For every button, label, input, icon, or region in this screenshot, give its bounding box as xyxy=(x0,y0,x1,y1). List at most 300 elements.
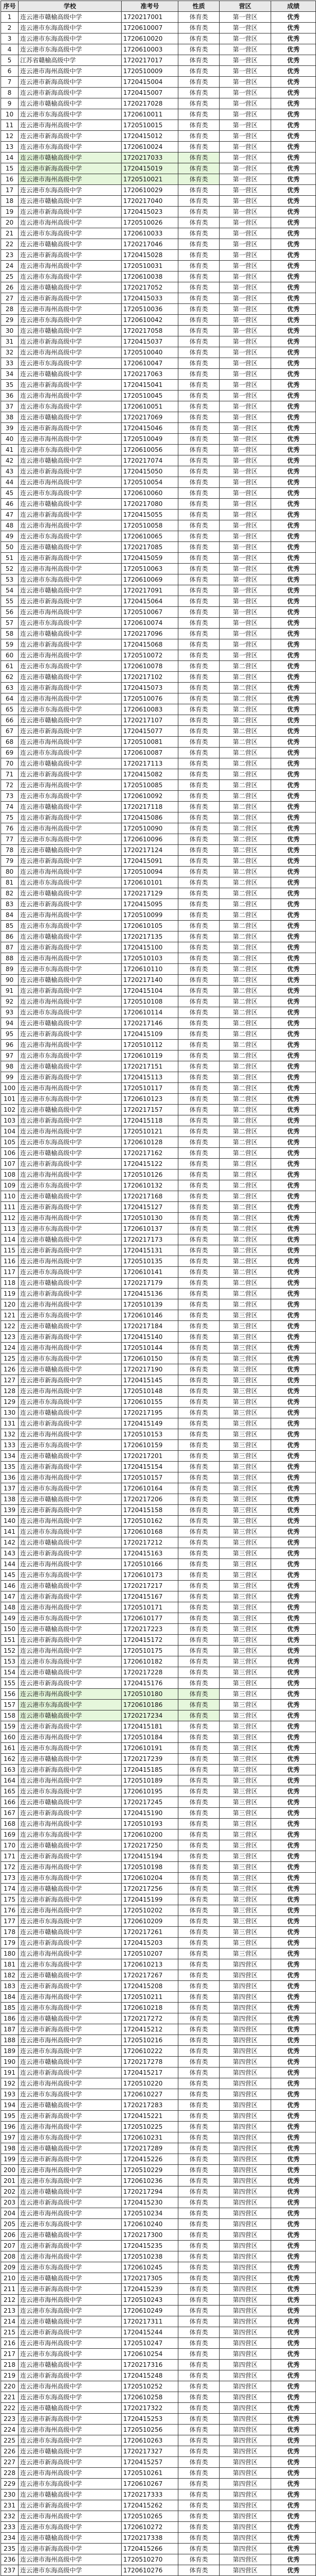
row-index-cell: 209 xyxy=(1,2262,19,2273)
exam-number-cell: 1720610240 xyxy=(122,2219,178,2230)
result-cell: 优秀 xyxy=(271,434,316,445)
school-name-cell: 连云港市新海高级中学 xyxy=(19,1202,122,1213)
table-row xyxy=(1,217,316,228)
row-index-cell: 118 xyxy=(1,1278,19,1289)
exam-number-cell: 1720510081 xyxy=(122,737,178,748)
row-index-cell: 57 xyxy=(1,618,19,629)
row-index-cell: 15 xyxy=(1,163,19,174)
exam-number-cell: 1720510108 xyxy=(122,996,178,1007)
row-index-cell: 53 xyxy=(1,574,19,585)
exam-number-cell: 1720510247 xyxy=(122,2338,178,2349)
result-cell: 优秀 xyxy=(271,888,316,899)
school-name-cell: 连云港市东海高级中学 xyxy=(19,2435,122,2446)
exam-number-cell: 1720415023 xyxy=(122,207,178,217)
result-cell: 优秀 xyxy=(271,2533,316,2544)
camp-cell: 第三营区 xyxy=(220,1667,271,1678)
category-cell: 体育类 xyxy=(178,1959,220,1970)
table-row xyxy=(1,1732,316,1743)
category-cell: 体育类 xyxy=(178,1624,220,1635)
camp-cell: 第一营区 xyxy=(220,12,271,23)
result-cell: 优秀 xyxy=(271,2544,316,2554)
result-cell: 优秀 xyxy=(271,1115,316,1126)
category-cell: 体育类 xyxy=(178,791,220,802)
exam-number-cell: 1720217173 xyxy=(122,1234,178,1245)
table-row xyxy=(1,1332,316,1343)
result-cell: 优秀 xyxy=(271,1050,316,1061)
exam-number-cell: 1720510015 xyxy=(122,120,178,131)
table-row xyxy=(1,1029,316,1040)
result-cell: 优秀 xyxy=(271,1656,316,1667)
school-name-cell: 连云港市海州高级中学 xyxy=(19,650,122,661)
school-name-cell: 连云港市赣榆高级中学 xyxy=(19,1624,122,1635)
category-cell: 体育类 xyxy=(178,423,220,434)
camp-cell: 第四营区 xyxy=(220,2479,271,2489)
row-index-cell: 145 xyxy=(1,1570,19,1581)
result-cell: 优秀 xyxy=(271,2381,316,2392)
school-name-cell: 连云港市赣榆高级中学 xyxy=(19,629,122,639)
camp-cell: 第一营区 xyxy=(220,380,271,391)
result-cell: 优秀 xyxy=(271,672,316,683)
category-cell: 体育类 xyxy=(178,282,220,293)
exam-number-cell: 1720415050 xyxy=(122,466,178,477)
row-index-cell: 50 xyxy=(1,542,19,553)
camp-cell: 第二营区 xyxy=(220,1050,271,1061)
result-cell: 优秀 xyxy=(271,2360,316,2370)
category-cell: 体育类 xyxy=(178,931,220,942)
category-cell: 体育类 xyxy=(178,2360,220,2370)
exam-number-cell: 1720217245 xyxy=(122,1797,178,1808)
category-cell: 体育类 xyxy=(178,1191,220,1202)
camp-cell: 第一营区 xyxy=(220,66,271,77)
category-cell: 体育类 xyxy=(178,1678,220,1689)
row-index-cell: 112 xyxy=(1,1213,19,1224)
table-row xyxy=(1,1721,316,1732)
camp-cell: 第一营区 xyxy=(220,228,271,239)
exam-number-cell: 1720510031 xyxy=(122,261,178,272)
result-cell: 优秀 xyxy=(271,131,316,142)
result-cell: 优秀 xyxy=(271,1537,316,1548)
school-name-cell: 连云港市东海高级中学 xyxy=(19,1267,122,1278)
category-cell: 体育类 xyxy=(178,2435,220,2446)
table-row xyxy=(1,2057,316,2067)
row-index-cell: 8 xyxy=(1,88,19,98)
school-name-cell: 连云港市海州高级中学 xyxy=(19,2381,122,2392)
category-cell: 体育类 xyxy=(178,910,220,921)
result-cell: 优秀 xyxy=(271,758,316,769)
row-index-cell: 62 xyxy=(1,672,19,683)
exam-number-cell: 1720610119 xyxy=(122,1050,178,1061)
camp-cell: 第一营区 xyxy=(220,369,271,380)
camp-cell: 第四营区 xyxy=(220,2132,271,2143)
result-cell: 优秀 xyxy=(271,2013,316,2024)
school-name-cell: 连云港市海州高级中学 xyxy=(19,1083,122,1094)
row-index-cell: 5 xyxy=(1,55,19,66)
category-cell: 体育类 xyxy=(178,1743,220,1754)
exam-number-cell: 1720415095 xyxy=(122,899,178,910)
exam-number-cell: 1720610222 xyxy=(122,2046,178,2057)
category-cell: 体育类 xyxy=(178,1527,220,1537)
table-row xyxy=(1,1245,316,1256)
school-name-cell: 连云港市东海高级中学 xyxy=(19,748,122,758)
camp-cell: 第一营区 xyxy=(220,174,271,185)
camp-cell: 第三营区 xyxy=(220,1462,271,1472)
camp-cell: 第一营区 xyxy=(220,401,271,412)
camp-cell: 第二营区 xyxy=(220,1105,271,1115)
row-index-cell: 68 xyxy=(1,737,19,748)
exam-number-cell: 1720217074 xyxy=(122,455,178,466)
camp-cell: 第四营区 xyxy=(220,2251,271,2262)
row-index-cell: 90 xyxy=(1,975,19,986)
table-row xyxy=(1,823,316,834)
camp-cell: 第一营区 xyxy=(220,434,271,445)
table-row xyxy=(1,2306,316,2316)
camp-cell: 第四营区 xyxy=(220,2273,271,2284)
school-name-cell: 连云港市新海高级中学 xyxy=(19,986,122,996)
table-row xyxy=(1,1180,316,1191)
camp-cell: 第一营区 xyxy=(220,196,271,207)
result-cell: 优秀 xyxy=(271,769,316,780)
category-cell: 体育类 xyxy=(178,163,220,174)
exam-number-cell: 1720610024 xyxy=(122,142,178,152)
camp-cell: 第三营区 xyxy=(220,1516,271,1527)
camp-cell: 第二营区 xyxy=(220,715,271,726)
row-index-cell: 179 xyxy=(1,1938,19,1948)
exam-number-cell: 1720217201 xyxy=(122,1451,178,1462)
camp-cell: 第三营区 xyxy=(220,1808,271,1819)
result-cell: 优秀 xyxy=(271,1905,316,1916)
exam-number-cell: 1720415064 xyxy=(122,596,178,607)
table-row xyxy=(1,1981,316,1992)
row-index-cell: 120 xyxy=(1,1299,19,1310)
table-row xyxy=(1,921,316,931)
school-name-cell: 连云港市东海高级中学 xyxy=(19,834,122,845)
school-name-cell: 连云港市东海高级中学 xyxy=(19,1873,122,1884)
result-cell: 优秀 xyxy=(271,2370,316,2381)
school-name-cell: 连云港市海州高级中学 xyxy=(19,1602,122,1613)
row-index-cell: 48 xyxy=(1,520,19,531)
table-row xyxy=(1,98,316,109)
category-cell: 体育类 xyxy=(178,683,220,693)
exam-number-cell: 1720610137 xyxy=(122,1224,178,1234)
row-index-cell: 162 xyxy=(1,1754,19,1765)
table-row xyxy=(1,2425,316,2435)
result-cell: 优秀 xyxy=(271,293,316,304)
category-cell: 体育类 xyxy=(178,1440,220,1451)
row-index-cell: 150 xyxy=(1,1624,19,1635)
result-cell: 优秀 xyxy=(271,2284,316,2295)
category-cell: 体育类 xyxy=(178,2554,220,2565)
result-cell: 优秀 xyxy=(271,2111,316,2122)
row-index-cell: 106 xyxy=(1,1148,19,1159)
row-index-cell: 37 xyxy=(1,401,19,412)
category-cell: 体育类 xyxy=(178,207,220,217)
row-index-cell: 10 xyxy=(1,109,19,120)
school-name-cell: 连云港市海州高级中学 xyxy=(19,2295,122,2306)
camp-cell: 第四营区 xyxy=(220,2554,271,2565)
row-index-cell: 226 xyxy=(1,2446,19,2457)
category-cell: 体育类 xyxy=(178,1537,220,1548)
row-index-cell: 161 xyxy=(1,1743,19,1754)
school-name-cell: 连云港市海州高级中学 xyxy=(19,737,122,748)
result-cell: 优秀 xyxy=(271,1061,316,1072)
camp-cell: 第三营区 xyxy=(220,1505,271,1516)
category-cell: 体育类 xyxy=(178,272,220,282)
category-cell: 体育类 xyxy=(178,412,220,423)
exam-number-cell: 1720610195 xyxy=(122,1786,178,1797)
result-cell: 优秀 xyxy=(271,1234,316,1245)
exam-number-cell: 1720510162 xyxy=(122,1516,178,1527)
result-cell: 优秀 xyxy=(271,618,316,629)
result-cell: 优秀 xyxy=(271,1786,316,1797)
row-index-cell: 11 xyxy=(1,120,19,131)
result-cell: 优秀 xyxy=(271,1353,316,1364)
exam-number-cell: 1720217184 xyxy=(122,1321,178,1332)
result-cell: 优秀 xyxy=(271,1094,316,1105)
school-name-cell: 连云港市赣榆高级中学 xyxy=(19,1061,122,1072)
camp-cell: 第四营区 xyxy=(220,2392,271,2403)
row-index-cell: 19 xyxy=(1,207,19,217)
row-index-cell: 26 xyxy=(1,282,19,293)
category-cell: 体育类 xyxy=(178,2208,220,2219)
camp-cell: 第四营区 xyxy=(220,1981,271,1992)
camp-cell: 第一营区 xyxy=(220,520,271,531)
result-cell: 优秀 xyxy=(271,1483,316,1494)
row-index-cell: 175 xyxy=(1,1894,19,1905)
category-cell: 体育类 xyxy=(178,152,220,163)
school-name-cell: 连云港市东海高级中学 xyxy=(19,661,122,672)
table-row xyxy=(1,1819,316,1829)
school-name-cell: 连云港市海州高级中学 xyxy=(19,1472,122,1483)
exam-number-cell: 1720510009 xyxy=(122,66,178,77)
result-cell: 优秀 xyxy=(271,1873,316,1884)
camp-cell: 第四营区 xyxy=(220,2511,271,2522)
table-row xyxy=(1,1743,316,1754)
result-cell: 优秀 xyxy=(271,1029,316,1040)
category-cell: 体育类 xyxy=(178,823,220,834)
category-cell: 体育类 xyxy=(178,737,220,748)
row-index-cell: 23 xyxy=(1,250,19,261)
camp-cell: 第一营区 xyxy=(220,477,271,488)
result-cell: 优秀 xyxy=(271,1267,316,1278)
camp-cell: 第四营区 xyxy=(220,2403,271,2414)
table-row xyxy=(1,1299,316,1310)
school-name-cell: 连云港市赣榆高级中学 xyxy=(19,2100,122,2111)
school-name-cell: 连云港市海州高级中学 xyxy=(19,1646,122,1656)
result-cell: 优秀 xyxy=(271,1256,316,1267)
table-row xyxy=(1,44,316,55)
row-index-cell: 67 xyxy=(1,726,19,737)
row-index-cell: 191 xyxy=(1,2067,19,2078)
table-row xyxy=(1,2132,316,2143)
table-row xyxy=(1,2295,316,2306)
category-cell: 体育类 xyxy=(178,2241,220,2251)
category-cell: 体育类 xyxy=(178,44,220,55)
table-row xyxy=(1,228,316,239)
camp-cell: 第三营区 xyxy=(220,1375,271,1386)
result-cell: 优秀 xyxy=(271,2316,316,2327)
table-row xyxy=(1,2024,316,2035)
school-name-cell: 连云港市赣榆高级中学 xyxy=(19,672,122,683)
category-cell: 体育类 xyxy=(178,2403,220,2414)
row-index-cell: 192 xyxy=(1,2078,19,2089)
row-index-cell: 77 xyxy=(1,834,19,845)
school-name-cell: 连云港市海州高级中学 xyxy=(19,1429,122,1440)
exam-number-cell: 1720415037 xyxy=(122,336,178,347)
result-cell: 优秀 xyxy=(271,1862,316,1873)
school-name-cell: 连云港市东海高级中学 xyxy=(19,2262,122,2273)
exam-number-cell: 1720510058 xyxy=(122,520,178,531)
row-index-cell: 70 xyxy=(1,758,19,769)
exam-number-cell: 1720415154 xyxy=(122,1462,178,1472)
exam-number-cell: 1720510121 xyxy=(122,1126,178,1137)
camp-cell: 第一营区 xyxy=(220,391,271,401)
camp-cell: 第二营区 xyxy=(220,1299,271,1310)
table-row xyxy=(1,2489,316,2500)
camp-cell: 第三营区 xyxy=(220,1343,271,1353)
result-cell: 优秀 xyxy=(271,2403,316,2414)
category-cell: 体育类 xyxy=(178,2349,220,2360)
result-cell: 优秀 xyxy=(271,499,316,510)
exam-number-cell: 1720510189 xyxy=(122,1775,178,1786)
row-index-cell: 151 xyxy=(1,1635,19,1646)
row-index-cell: 24 xyxy=(1,261,19,272)
camp-cell: 第三营区 xyxy=(220,1927,271,1938)
school-name-cell: 连云港市赣榆高级中学 xyxy=(19,2013,122,2024)
category-cell: 体育类 xyxy=(178,1700,220,1710)
result-cell: 优秀 xyxy=(271,1278,316,1289)
result-cell: 优秀 xyxy=(271,564,316,574)
table-row xyxy=(1,66,316,77)
row-index-cell: 140 xyxy=(1,1516,19,1527)
exam-number-cell: 1720610146 xyxy=(122,1310,178,1321)
result-cell: 优秀 xyxy=(271,2241,316,2251)
exam-number-cell: 1720415212 xyxy=(122,2024,178,2035)
row-index-cell: 86 xyxy=(1,931,19,942)
category-cell: 体育类 xyxy=(178,1386,220,1397)
category-cell: 体育类 xyxy=(178,834,220,845)
exam-number-cell: 1720610096 xyxy=(122,834,178,845)
exam-number-cell: 1720610191 xyxy=(122,1743,178,1754)
exam-number-cell: 1720217157 xyxy=(122,1105,178,1115)
camp-cell: 第二营区 xyxy=(220,672,271,683)
row-index-cell: 123 xyxy=(1,1332,19,1343)
camp-cell: 第一营区 xyxy=(220,358,271,369)
result-cell: 优秀 xyxy=(271,261,316,272)
table-row xyxy=(1,2349,316,2360)
result-cell: 优秀 xyxy=(271,1981,316,1992)
school-name-cell: 连云港市新海高级中学 xyxy=(19,423,122,434)
camp-cell: 第一营区 xyxy=(220,315,271,326)
school-name-cell: 连云港市新海高级中学 xyxy=(19,1462,122,1472)
school-name-cell: 连云港市新海高级中学 xyxy=(19,1159,122,1170)
table-row xyxy=(1,1905,316,1916)
exam-number-cell: 1720610110 xyxy=(122,964,178,975)
table-row xyxy=(1,2046,316,2057)
row-index-cell: 198 xyxy=(1,2143,19,2154)
result-cell: 优秀 xyxy=(271,986,316,996)
result-cell: 优秀 xyxy=(271,250,316,261)
result-cell: 优秀 xyxy=(271,704,316,715)
category-cell: 体育类 xyxy=(178,1040,220,1050)
exam-number-cell: 1720510229 xyxy=(122,2165,178,2176)
exam-number-cell: 1720510036 xyxy=(122,304,178,315)
exam-number-cell: 1720510040 xyxy=(122,347,178,358)
table-row xyxy=(1,2370,316,2381)
row-index-cell: 21 xyxy=(1,228,19,239)
result-cell: 优秀 xyxy=(271,1710,316,1721)
category-cell: 体育类 xyxy=(178,1559,220,1570)
school-name-cell: 连云港市东海高级中学 xyxy=(19,964,122,975)
exam-number-cell: 1720217283 xyxy=(122,2100,178,2111)
school-name-cell: 连云港市赣榆高级中学 xyxy=(19,1667,122,1678)
exam-number-cell: 1720510252 xyxy=(122,2381,178,2392)
table-row xyxy=(1,2403,316,2414)
camp-cell: 第四营区 xyxy=(220,2035,271,2046)
table-row xyxy=(1,931,316,942)
result-cell: 优秀 xyxy=(271,1894,316,1905)
exam-number-cell: 1720510126 xyxy=(122,1170,178,1180)
table-row xyxy=(1,661,316,672)
row-index-cell: 182 xyxy=(1,1970,19,1981)
table-row xyxy=(1,1040,316,1050)
camp-cell: 第三营区 xyxy=(220,1483,271,1494)
camp-cell: 第三营区 xyxy=(220,1829,271,1840)
school-name-cell: 连云港市海州高级中学 xyxy=(19,304,122,315)
table-row xyxy=(1,1353,316,1364)
school-name-cell: 连云港市海州高级中学 xyxy=(19,910,122,921)
row-index-cell: 7 xyxy=(1,77,19,88)
result-cell: 优秀 xyxy=(271,369,316,380)
table-row xyxy=(1,1462,316,1472)
school-name-cell: 连云港市赣榆高级中学 xyxy=(19,1754,122,1765)
exam-number-cell: 1720510049 xyxy=(122,434,178,445)
row-index-cell: 42 xyxy=(1,455,19,466)
row-index-cell: 44 xyxy=(1,477,19,488)
table-row xyxy=(1,466,316,477)
camp-cell: 第一营区 xyxy=(220,499,271,510)
exam-number-cell: 1720217129 xyxy=(122,888,178,899)
camp-cell: 第二营区 xyxy=(220,1137,271,1148)
exam-number-cell: 1720415172 xyxy=(122,1635,178,1646)
category-cell: 体育类 xyxy=(178,1050,220,1061)
table-row xyxy=(1,434,316,445)
school-name-cell: 连云港市东海高级中学 xyxy=(19,23,122,33)
result-cell: 优秀 xyxy=(271,1613,316,1624)
exam-number-cell: 1720510085 xyxy=(122,780,178,791)
exam-number-cell: 1720510054 xyxy=(122,477,178,488)
exam-number-cell: 1720217212 xyxy=(122,1537,178,1548)
table-row xyxy=(1,2067,316,2078)
camp-cell: 第四营区 xyxy=(220,2187,271,2197)
result-cell: 优秀 xyxy=(271,964,316,975)
category-cell: 体育类 xyxy=(178,975,220,986)
school-name-cell: 连云港市东海高级中学 xyxy=(19,2306,122,2316)
category-cell: 体育类 xyxy=(178,2122,220,2132)
row-index-cell: 211 xyxy=(1,2284,19,2295)
result-cell: 优秀 xyxy=(271,2425,316,2435)
row-index-cell: 184 xyxy=(1,1992,19,2003)
camp-cell: 第三营区 xyxy=(220,1786,271,1797)
camp-cell: 第二营区 xyxy=(220,1278,271,1289)
camp-cell: 第二营区 xyxy=(220,1267,271,1278)
table-row xyxy=(1,1256,316,1267)
row-index-cell: 196 xyxy=(1,2122,19,2132)
exam-number-cell: 1720217102 xyxy=(122,672,178,683)
camp-cell: 第二营区 xyxy=(220,693,271,704)
camp-cell: 第二营区 xyxy=(220,1018,271,1029)
exam-number-cell: 1720610114 xyxy=(122,1007,178,1018)
exam-number-cell: 1720415185 xyxy=(122,1765,178,1775)
